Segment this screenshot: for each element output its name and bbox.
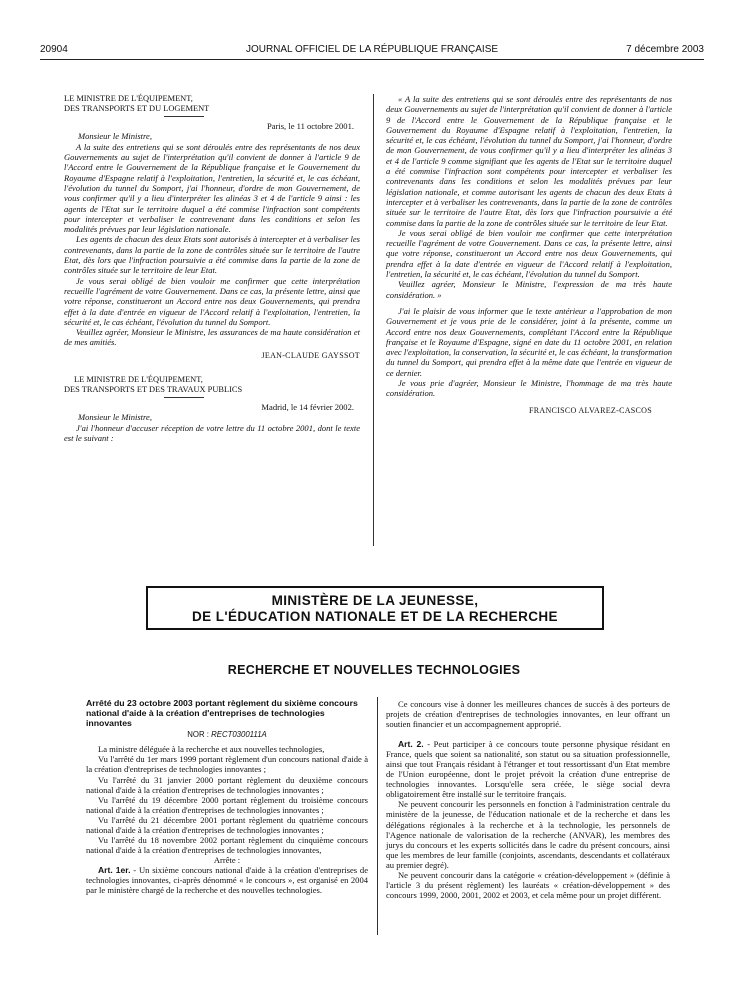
ministry-box-line: DE L'ÉDUCATION NATIONALE ET DE LA RECHERCHE	[192, 609, 558, 624]
spacer	[64, 361, 360, 375]
salutation: Monsieur le Ministre,	[78, 131, 152, 142]
paragraph: Vu l'arrêté du 18 novembre 2002 portant règlement du cinquième concours national d'aide à la création d'entreprises de technologies innovantes,	[86, 834, 368, 855]
ministry-line: LE MINISTRE DE L'ÉQUIPEMENT,	[74, 374, 203, 384]
place-date: Madrid, le 14 février 2002.	[261, 401, 354, 412]
journal-title: JOURNAL OFFICIEL DE LA RÉPUBLIQUE FRANÇAISE	[245, 44, 499, 55]
page-number: 20904	[40, 44, 68, 55]
paragraph: Je vous prie d'agréer, Monsieur le Ministre, l'hommage de ma très haute considération.	[386, 378, 672, 399]
paragraph: Vu l'arrêté du 19 décembre 2000 portant règlement du troisième concours national d'aide à la création d'entreprises de technologies innovantes ;	[86, 794, 368, 815]
right-column	[386, 94, 672, 416]
place-date: Paris, le 11 octobre 2001.	[266, 121, 354, 132]
paragraph: Vu l'arrêté du 21 décembre 2001 portant règlement du quatrième concours national d'aide à la création d'entreprises de technologies innovantes ;	[86, 814, 368, 835]
salutation: Monsieur le Ministre,	[78, 412, 152, 423]
signature: FRANCISCO ALVAREZ-CASCOS	[528, 405, 652, 415]
article-1	[86, 865, 368, 895]
column-divider	[373, 94, 374, 546]
article-text: - Peut participer à ce concours toute personne physique résidant en France, quels que soient sa nationalité, son statut ou sa situation professionnelle, ainsi que tout Français résidant à l'étranger et tout ressortissant d'un Etat membre de l'Union européenne, dont le projet prévoit la création d'une entreprise de technologies innovantes. Lorsqu'elle sera créée, le siège social devra obligatoirement être installé sur le territoire français.	[386, 739, 670, 800]
signature: JEAN-CLAUDE GAYSSOT	[261, 350, 360, 360]
column-divider	[377, 697, 378, 935]
paragraph: J'ai le plaisir de vous informer que le texte antérieur a l'approbation de mon Gouvernement et je vous prie de le considérer, joint à la présente, comme un Accord entre nos deux Gouvernements, complétant l'Accord entre la République française et le Royaume d'Espagne, signé en date du 11 octobre 2001, en relation avec l'exploitation, la conservation, la sécurité et, le cas échéant, la transformation du tunnel du Somport, qui prendra effet à la même date que l'entrée en vigueur de ce dernier.	[386, 305, 672, 378]
ministry-line: DES TRANSPORTS ET DU LOGEMENT	[64, 104, 210, 114]
nor-code: RECT0300111A	[211, 730, 267, 740]
paragraph: Vu l'arrêté du 31 janvier 2000 portant règlement du deuxième concours national d'aide à la création d'entreprises de technologies innovantes ;	[86, 774, 368, 795]
divider	[164, 397, 204, 398]
section-title: RECHERCHE ET NOUVELLES TECHNOLOGIES	[227, 663, 521, 677]
issue-date: 7 décembre 2003	[626, 44, 704, 55]
page-header	[40, 44, 704, 58]
paragraph: Ne peuvent concourir dans la catégorie « création-développement » (définie à l'article 3 du présent règlement) les lauréats « création-développement » des concours 1999, 2000, 2001, 2002 et 2003, et cela même pour un projet différent.	[386, 869, 670, 900]
nor-label: NOR :	[187, 730, 209, 740]
paragraph: « A la suite des entretiens qui se sont déroulés entre des représentants de nos deux Gouvernements au sujet de l'interprétation qu'il convient de donner à l'article 9 de l'Accord entre le Gouvernement de la République française et le Gouvernement du Royaume d'Espagne relatif à l'exploitation, l'entretien, la sécurité et, le cas échéant, l'évolution du tunnel du Somport, j'ai l'honneur, d'ordre de mon Gouvernement, de vous confirmer qu'il y a lieu d'interpréter les alinéas 3 et 4 de l'article 9 comme signifiant que les agents de l'Etat sur le territoire duquel a été commise l'infraction sont compétents pour intercepter et verbaliser les contrevenants dans les conditions et selon les modalités prévues par leur législation nationale, et comme autorisant les agents de chacun des deux Etats à intercepter et à verbaliser les contrevenants, dans la partie de la zone de contrôles située sur le territoire de l'autre Etat, dès lors que l'infraction poursuivie a été commise dans la partie de la zone de contrôles située sur le territoire de leur Etat.	[386, 94, 672, 228]
paragraph: Vu l'arrêté du 1er mars 1999 portant règlement d'un concours national d'aide à la création d'entreprises de technologies innovantes ;	[86, 754, 368, 775]
header-rule	[40, 59, 704, 60]
ministry-line: DES TRANSPORTS ET DES TRAVAUX PUBLICS	[64, 384, 243, 394]
ministry-box	[146, 586, 604, 630]
nor-reference	[86, 730, 368, 739]
paragraph: Ne peuvent concourir les personnels en fonction à l'administration centrale du ministère de la jeunesse, de l'éducation nationale et de la recherche et dans les délégations régionales à la recherche et à la technologie, les personnels de l'Agence nationale de valorisation de la recherche (ANVAR), les membres des jurys du concours et les experts sollicités dans le cadre du présent concours, ainsi que les membres de leur famille (conjoints, ascendants, descendants et collatéraux au premier degré).	[386, 799, 670, 870]
article-label: Art. 2.	[398, 739, 424, 750]
paragraph: Les agents de chacun des deux Etats sont autorisés à intercepter et à verbaliser les contrevenants, dans la partie de la zone de contrôles située sur le territoire de l'autre Etat, dès lors que l'infraction poursuivie a été commise dans la partie de la zone de contrôles située sur le territoire de leur Etat.	[64, 234, 360, 276]
article-text: - Un sixième concours national d'aide à la création d'entreprises de technologies innovantes, ci-après dénommé « le concours », est organisé en 2004 par le ministère chargé de la recherche et des nouvelles technologies.	[86, 864, 368, 896]
divider	[164, 116, 204, 117]
article-2	[386, 739, 670, 799]
ministry-line: LE MINISTRE DE L'ÉQUIPEMENT,	[64, 94, 193, 103]
paragraph: Je vous serai obligé de bien vouloir me confirmer que cette interprétation recueille l'agrément de votre Gouvernement. Dans ce cas, la présente lettre, ainsi que votre réponse, constitueront un Accord entre nos deux Gouvernements, qui prendra effet à la date d'entrée en vigueur de l'Accord relatif à l'exploitation, l'entretien, la sécurité et, le cas échéant, l'évolution du tunnel du Somport.	[64, 275, 360, 327]
paragraph: Veuillez agréer, Monsieur le Ministre, les assurances de ma haute considération et de mes amitiés.	[64, 327, 360, 348]
arrete-heading: Arrête :	[213, 854, 241, 865]
decree-title: Arrêté du 23 octobre 2003 portant règlement du sixième concours national d'aide à la création d'entreprises de technologies innovantes	[86, 698, 358, 728]
paragraph: Je vous serai obligé de bien vouloir me confirmer que cette interprétation recueille l'agrément de votre Gouvernement. Dans ce cas, la présente lettre, ainsi que votre réponse, constitueront un Accord entre nos deux Gouvernements, qui prendra effet à la date d'entrée en vigueur de l'Accord relatif à l'exploitation, l'entretien, la sécurité et, le cas échéant, l'évolution du tunnel du Somport.	[386, 227, 672, 280]
paragraph: J'ai l'honneur d'accuser réception de votre lettre du 11 octobre 2001, dont le texte est le suivant :	[64, 422, 360, 443]
decree-right-column	[386, 699, 670, 900]
paragraph: A la suite des entretiens qui se sont déroulés entre des représentants de nos deux Gouvernements au sujet de l'interprétation qu'il convient de donner à l'article 9 de l'Accord entre le Gouvernement de la République française et le Gouvernement du Royaume d'Espagne relatif à l'exploitation, l'entretien, la sécurité et, le cas échéant, l'évolution du tunnel du Somport, j'ai l'honneur, d'ordre de mon Gouvernement, de vous confirmer qu'il y a lieu d'interpréter les alinéas 3 et 4 de l'article 9 ainsi : les agents de l'Etat sur le territoire duquel a été commise l'infraction sont compétents pour intercepter et verbaliser le contrevenant dans les conditions et selon les modalités prévues par leur législation nationale.	[64, 141, 360, 235]
article-label: Art. 1er.	[98, 864, 131, 875]
left-column	[64, 94, 360, 443]
paragraph: Veuillez agréer, Monsieur le Ministre, l'expression de ma très haute considération. »	[386, 279, 672, 300]
spacer	[386, 729, 670, 739]
ministry-box-line: MINISTÈRE DE LA JEUNESSE,	[271, 593, 479, 608]
paragraph: La ministre déléguée à la recherche et aux nouvelles technologies,	[98, 744, 325, 755]
paragraph: Ce concours vise à donner les meilleures chances de succès à des porteurs de projets de création d'entreprises de technologies innovantes, en leur offrant un soutien financier et un accompagnement approprié.	[386, 699, 670, 730]
decree-left-column	[86, 699, 368, 895]
